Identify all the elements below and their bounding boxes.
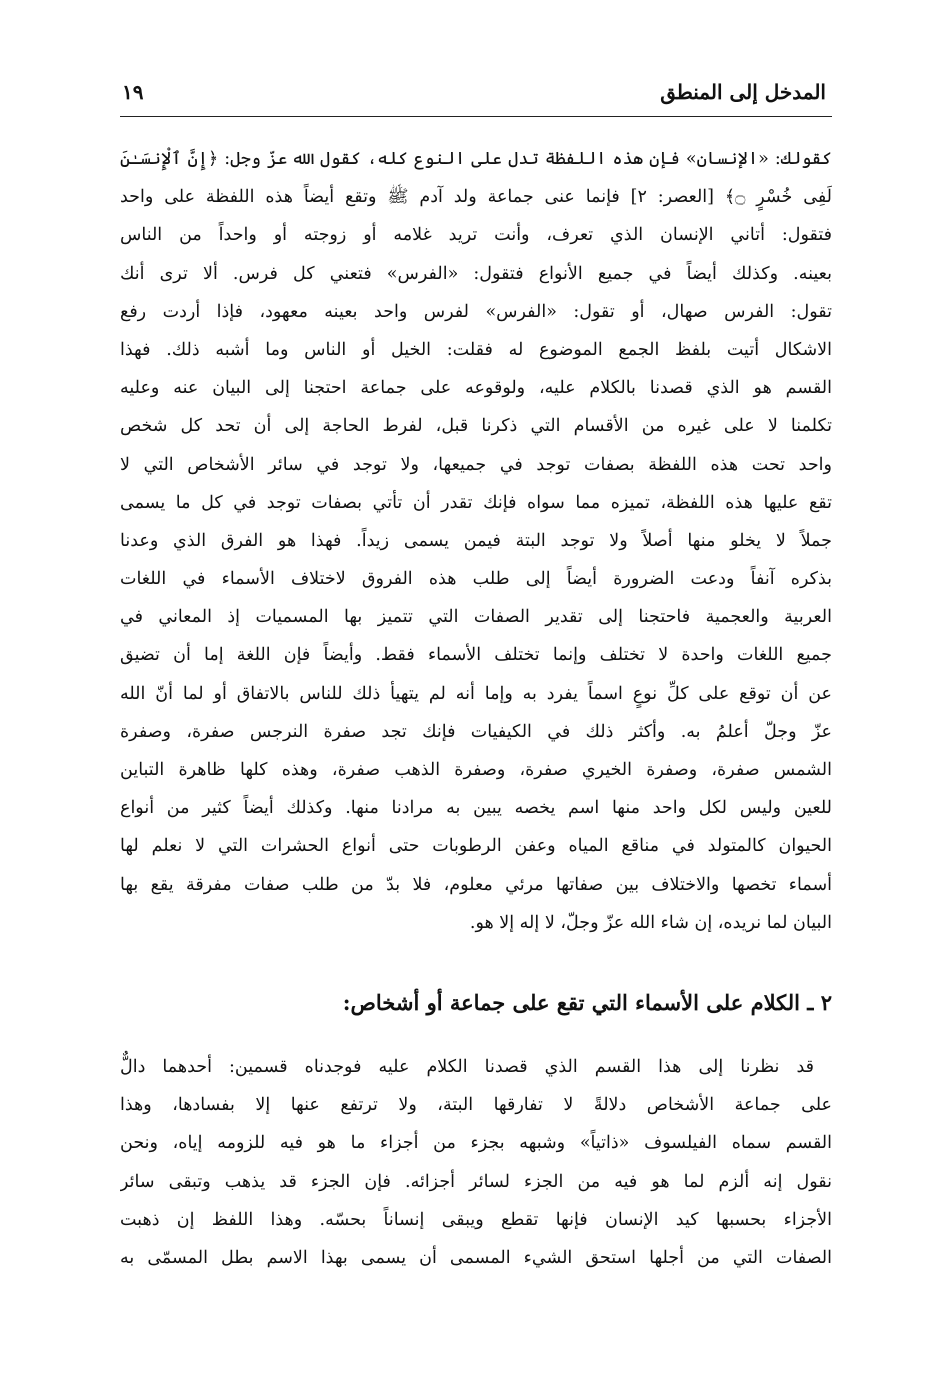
text-line: الشمس صفرة، وصفرة الخيري صفرة، وصفرة الذهب صفرة، وهذه كلها ظاهرة التباين <box>120 760 832 780</box>
text-line: العربية والعجمية فاحتجنا إلى تقدير الصفات التي تتميز بها المسميات إذ المعاني في <box>120 607 832 628</box>
text-line: عن أن توقع على كلِّ نوعٍ اسماً يفرد به وإما أنه لم يتهيأ ذلك للناس بالاتفاق أو لما أنّ الله <box>120 683 832 704</box>
text-line: الصفات التي من أجلها استحق الشيء المسمى أن يسمى بهذا الاسم بطل المسمّى به <box>120 1247 832 1268</box>
text-line: كقولك: «الإنسان» فإن هذه اللفظة تدل على النوع كله، كقول الله عزّ وجل: ﴿إِنَّ ٱلْإِنسَـٰنَ <box>120 149 832 169</box>
text-line: فتقول: أتاني الإنسان الذي تعرف، وأنت تريد غلامه أو زوجته أو واحداً من الناس <box>120 225 832 246</box>
running-title: المدخل إلى المنطق <box>660 80 826 104</box>
text-line: الأجزاء بحسبها كيد الإنسان فإنها تقطع ويبقى إنساناً بحسّه. وهذا اللفظ إن ذهبت <box>120 1209 832 1230</box>
section-heading: ٢ ـ الكلام على الأسماء التي تقع على جماعة أو أشخاص: <box>342 990 832 1015</box>
text-line: الاشكال أتيت بلفظ الجمع الموضوع له فقلت: الخيل أو الناس وما أشبه ذلك. فهذا <box>120 339 832 360</box>
page-number: ١٩ <box>122 80 144 104</box>
text-line: بذكره آنفاً ودعت الضرورة أيضاً إلى طلب هذه الفروق لاختلاف الأسماء في اللغات <box>120 569 832 590</box>
paragraph-2 <box>120 1048 832 1277</box>
text-line: بعينه. وكذلك أيضاً في جميع الأنواع فتقول: «الفرس» فتعني كل فرس. ألا ترى أنك <box>120 263 832 284</box>
page-header <box>122 74 826 110</box>
text-line: نقول إنه ألزم لما هو فيه من الجزء لسائر أجزائه. فإن الجزء قد يذهب وتبقى سائر <box>120 1171 832 1192</box>
text-line: عزّ وجلّ أعلمُ به. وأكثر ذلك في الكيفيات فإنك تجد صفرة النرجس صفرة، وصفرة <box>120 721 832 742</box>
text-line: على جماعة الأشخاص دلالةً لا تفارقها البتة، ولا ترتفع عنها إلا بفسادها، وهذا <box>120 1095 832 1116</box>
text-line: الحيوان كالمتولد في مناقع المياه وعفن الرطوبات حتى أنواع الحشرات التي لا نعلم لها <box>120 836 832 857</box>
text-line: جميع اللغات واحدة لا تختلف وإنما تختلف الأسماء فقط. وأيضاً فإن اللغة إما أن تضيق <box>120 645 832 666</box>
text-line: قد نظرنا إلى هذا القسم الذي قصدنا الكلام عليه فوجدناه قسمين: أحدهما دالٌّ <box>120 1057 814 1077</box>
text-line: للعين وليس لكل واحد منها اسم يخصه يبين به مرادنا منها. وكذلك أيضاً كثير من أنواع <box>120 798 832 819</box>
text-line: أسماء تخصها والاختلاف بين صفاتها مرئي معلوم، فلا بدّ من طلب صفات مفرقة يقع بها <box>120 874 832 895</box>
text-line: واحد تحت هذه اللفظة بصفات توجد في جميعها، ولا توجد في سائر الأشخاص التي لا <box>120 454 832 475</box>
text-line: جملاً لا يخلو منها أصلاً ولا توجد البتة فيمن يسمى زيداً. فهذا هو الفرق الذي وعدنا <box>120 530 832 551</box>
header-divider <box>120 116 832 117</box>
text-line: القسم هو الذي قصدنا بالكلام عليه، ولوقوعه على جماعة احتجنا إلى البيان عنه وعليه <box>120 378 832 399</box>
text-line: تقع عليها هذه اللفظة، تميزه مما سواه فإنك تقدر أن تأتي بصفات توجد في كل ما يسمى <box>120 492 832 513</box>
text-line: القسم سماه الفيلسوف «ذاتياً» وشبهه بجزء من أجزاء ما هو فيه للزومه إياه، ونحن <box>120 1133 832 1154</box>
text-line: تكلمنا لا على غيره من الأقسام التي ذكرنا قبل، لفرط الحاجة إلى أن تحد كل شخص <box>120 416 832 437</box>
paragraph-1 <box>120 140 832 942</box>
text-line: البيان لما نريده، إن شاء الله عزّ وجلّ، لا إله إلا هو. <box>469 912 832 933</box>
text-line: تقول: الفرس صهال، أو تقول: «الفرس» لفرس واحد بعينه معهود، فإذا أردت رفع <box>120 301 832 322</box>
text-line: لَفِى خُسْرٍ ۝﴾ [العصر: ٢] فإنما عنى جماعة ولد آدم ﷺ وتقع أيضاً هذه اللفظة على واحد <box>120 187 832 208</box>
